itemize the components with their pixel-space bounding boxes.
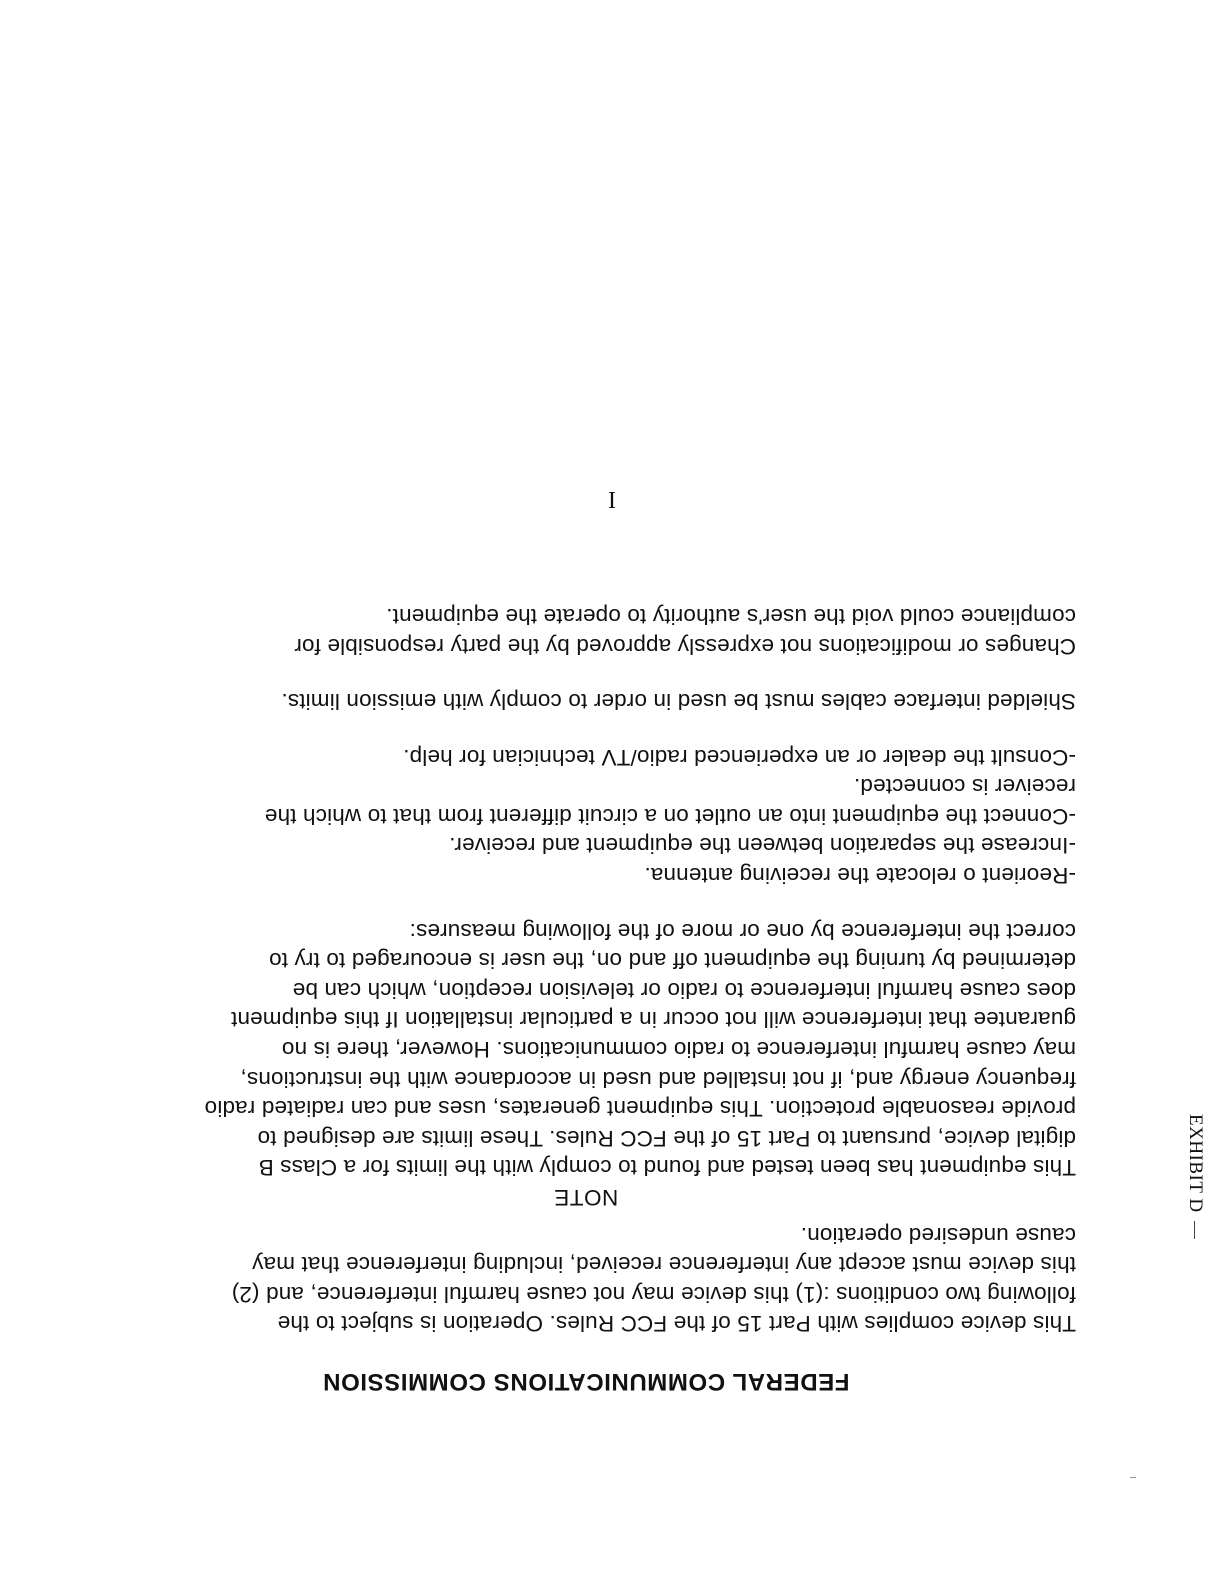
page-number: I — [608, 486, 616, 512]
note-paragraph — [136, 916, 1076, 1182]
note-line: digital device, pursuant to Part 15 of the FCC Rules. These limits are designed to — [257, 1125, 1076, 1151]
compliance-line: cause undesired operation. — [800, 1222, 1076, 1248]
changes-line: compliance could void the user's authority to operate the equipment. — [386, 603, 1076, 629]
shielded-line: Shielded interface cables must be used in order to comply with emission limits. — [281, 689, 1076, 715]
document-title: FEDERAL COMMUNICATIONS COMMISSION — [322, 1368, 850, 1395]
changes-line: Changes or modifications not expressly approved by the party responsible for — [294, 633, 1076, 659]
measure-item: -Connect the equipment into an outlet on a circuit different from that to which the — [264, 803, 1076, 829]
note-line: provide reasonable protection. This equipment generates, uses and can radiated radio — [204, 1096, 1076, 1122]
compliance-line: This device complies with Part 15 of the FCC Rules. Operation is subject to the — [277, 1311, 1076, 1337]
note-line: This equipment has been tested and found to comply with the limits for a Class B — [258, 1155, 1076, 1181]
compliance-paragraph — [136, 1220, 1076, 1338]
measures-list — [136, 742, 1076, 890]
note-line: determined by turning the equipment off and on, the user is encouraged to try to — [268, 948, 1076, 974]
compliance-line: following two conditions :(1) this device may not cause harmful interference, and (2) — [231, 1281, 1076, 1307]
note-heading: NOTE — [553, 1185, 619, 1211]
note-line: frequency energy and, if not installed and used in accordance with the instructions, — [240, 1066, 1076, 1092]
shielded-cables-paragraph — [136, 687, 1076, 717]
note-line: does cause harmful interference to radio or television reception, which can be — [292, 977, 1076, 1003]
measure-item: -Increase the separation between the equipment and receiver. — [449, 833, 1076, 859]
note-line: guarantee that interference will not occur in a particular installation If this equipment — [230, 1007, 1076, 1033]
changes-paragraph — [136, 601, 1076, 660]
compliance-line: this device must accept any interference received, including interference that may — [252, 1252, 1076, 1278]
measure-item: -Consult the dealer or an experienced radio/TV technician for help. — [403, 744, 1076, 770]
note-line: may cause harmful interference to radio communications. However, there is no — [281, 1037, 1076, 1063]
measure-item: -Reorient o relocate the receiving antenna. — [644, 863, 1076, 889]
scan-speck — [1130, 1477, 1136, 1478]
exhibit-text: EXHIBIT D — [1185, 1114, 1206, 1213]
exhibit-divider — [1194, 1221, 1195, 1239]
exhibit-label — [1184, 1114, 1206, 1239]
note-line: correct the interference by one or more of the following measures: — [409, 918, 1076, 944]
measure-item: receiver is connected. — [853, 774, 1076, 800]
document-body — [136, 601, 1076, 1396]
